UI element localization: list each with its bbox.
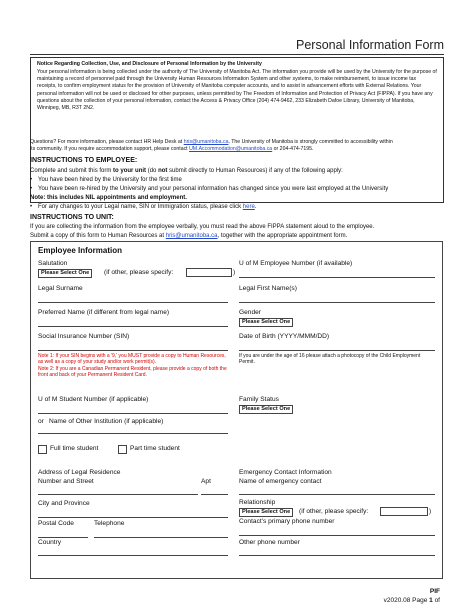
full-time-student-checkbox[interactable] bbox=[38, 445, 47, 454]
apt-label: Apt bbox=[201, 478, 211, 485]
form-code: PIF bbox=[429, 588, 440, 595]
page-number: 1 bbox=[429, 597, 433, 604]
telephone-input[interactable] bbox=[94, 537, 228, 538]
unit-instructions-line-1: If you are collecting the information from the employee verbally, you must read the above FIPPA statement aloud to the employee. bbox=[30, 224, 375, 230]
number-street-input[interactable] bbox=[38, 494, 198, 495]
employee-changes-line: • For any changes to your Legal name, SIN or Immigration status, please click here. bbox=[30, 204, 257, 210]
um-employee-number-input[interactable] bbox=[239, 277, 435, 278]
contact-line-2: its community. If you require accommodation support, please contact UM.Accommodation@umanitoba.ca or 204-474-7195. bbox=[30, 146, 314, 152]
notice-heading: Notice Regarding Collection, Use, and Disclosure of Personal Information by the University bbox=[37, 61, 262, 67]
family-status-label: Family Status bbox=[239, 396, 279, 403]
postal-code-label: Postal Code bbox=[38, 520, 74, 527]
page-title: Personal Information Form bbox=[296, 38, 444, 52]
preferred-name-label: Preferred Name (if different from legal name) bbox=[38, 309, 170, 316]
legal-first-names-input[interactable] bbox=[239, 302, 435, 303]
legal-first-names-label: Legal First Name(s) bbox=[239, 285, 297, 292]
dob-note: If you are under the age of 16 please attach a photocopy of the Child Employment Permit. bbox=[239, 353, 421, 366]
student-number-label: U of M Student Number (if applicable) bbox=[38, 396, 149, 403]
relationship-other-label: (if other, please specify: bbox=[299, 508, 369, 515]
full-time-student-label: Full time student bbox=[50, 445, 99, 452]
employee-information-form bbox=[30, 241, 443, 579]
notice-body: Your personal information is being collected under the authority of The University of Manitoba Act. The information you provide will be used by the University for the purpose of maintaining a record of personnel paid through the University Human Resources Information System and other systems, to make reimbursement, to issue income tax receipts, to confirm employment status for the provision of University of Manitoba computer accounts, and to assist in advancement efforts with External Relations. Your personal information will not be used or disclosed for other purposes, unless permitted by The Freedom of Information and Protection of Privacy Act (FIPPA). If you have any questions about the collection of your personal information, contact the Access & Privacy Office (204) 474-9462, 233 Elizabeth Dafoe Library, University of Manitoba, Winnipeg, MB, R3T 2N2. bbox=[37, 68, 437, 112]
student-number-input[interactable] bbox=[38, 413, 228, 414]
date-of-birth-label: Date of Birth (YYYY/MMM/DD) bbox=[239, 333, 330, 340]
employee-instructions-intro: Complete and submit this form to your unit (do not submit directly to Human Resources) if any of the following apply: bbox=[30, 168, 343, 174]
employee-note: Note: this includes NIL appointments and employment. bbox=[30, 195, 187, 201]
postal-code-input[interactable] bbox=[38, 537, 88, 538]
hr-helpdesk-email-link[interactable]: hris@umanitoba.ca bbox=[183, 139, 229, 145]
city-province-input[interactable] bbox=[38, 517, 228, 518]
salutation-label: Salutation bbox=[38, 260, 68, 267]
legal-surname-label: Legal Surname bbox=[38, 285, 83, 292]
part-time-student-checkbox[interactable] bbox=[118, 445, 127, 454]
primary-phone-input[interactable] bbox=[239, 535, 435, 536]
sin-input[interactable] bbox=[38, 350, 228, 351]
relationship-other-close: ) bbox=[429, 508, 432, 515]
salutation-select[interactable]: Please Select One bbox=[38, 269, 92, 278]
version-page-info: v2020.08 Page 1 of bbox=[383, 597, 440, 604]
primary-phone-label: Contact's primary phone number bbox=[239, 518, 335, 525]
date-of-birth-input[interactable] bbox=[239, 350, 435, 351]
emergency-contact-name-label: Name of emergency contact bbox=[239, 478, 322, 485]
gender-select[interactable]: Please Select One bbox=[239, 318, 293, 327]
hris-email-link[interactable]: hris@umanitoba.ca bbox=[165, 233, 218, 239]
city-province-label: City and Province bbox=[38, 500, 90, 507]
salutation-other-input[interactable] bbox=[186, 268, 232, 277]
section-title: Employee Information bbox=[38, 246, 123, 255]
preferred-name-input[interactable] bbox=[38, 326, 228, 327]
number-street-label: Number and Street bbox=[38, 478, 94, 485]
employee-instructions-heading: INSTRUCTIONS TO EMPLOYEE: bbox=[30, 157, 138, 164]
um-employee-number-label: U of M Employee Number (if available) bbox=[239, 260, 353, 267]
telephone-label: Telephone bbox=[94, 520, 125, 527]
or-label: or bbox=[38, 418, 44, 425]
bullet-icon: • bbox=[30, 177, 33, 183]
country-label: Country bbox=[38, 539, 62, 546]
title-rule bbox=[30, 54, 444, 55]
accommodation-email-link[interactable]: UM.Accommodation@umanitoba.ca bbox=[189, 146, 273, 152]
unit-instructions-heading: INSTRUCTIONS TO UNIT: bbox=[30, 214, 114, 221]
relationship-label: Relationship bbox=[239, 499, 276, 506]
salutation-other-label: (if other, please specify: bbox=[104, 269, 174, 276]
other-institution-label: Name of Other Institution (if applicable) bbox=[49, 418, 164, 425]
emergency-contact-heading: Emergency Contact Information bbox=[239, 469, 332, 476]
employee-bullet-1: • You have been hired by the University for the first time bbox=[30, 177, 182, 183]
legal-surname-input[interactable] bbox=[38, 302, 228, 303]
changes-here-link[interactable]: here bbox=[242, 204, 255, 210]
other-phone-input[interactable] bbox=[239, 555, 435, 556]
sin-label: Social Insurance Number (SIN) bbox=[38, 333, 130, 340]
address-heading: Address of Legal Residence bbox=[38, 469, 121, 476]
other-phone-label: Other phone number bbox=[239, 539, 300, 546]
bullet-icon: • bbox=[30, 204, 33, 210]
salutation-other-close: ) bbox=[233, 269, 236, 276]
unit-instructions-line-2: Submit a copy of this form to Human Resources at hris@umanitoba.ca, together with the appropriate appointment form. bbox=[30, 233, 348, 239]
sin-note-2: Note 2: If you are a Canadian Permanent Resident, please provide a copy of both the front and back of your Permanent Resident Card. bbox=[38, 366, 227, 379]
gender-label: Gender bbox=[239, 309, 261, 316]
apt-input[interactable] bbox=[201, 494, 228, 495]
emergency-contact-name-input[interactable] bbox=[239, 494, 435, 495]
country-input[interactable] bbox=[38, 555, 228, 556]
contact-info bbox=[30, 139, 444, 153]
part-time-student-label: Part time student bbox=[130, 445, 180, 452]
relationship-select[interactable]: Please Select One bbox=[239, 508, 293, 517]
employee-bullet-2: • You have been re-hired by the University and your personal information has changed since you were last employed at the University bbox=[30, 186, 389, 192]
relationship-other-input[interactable] bbox=[380, 507, 428, 516]
bullet-icon: • bbox=[30, 186, 33, 192]
other-institution-input[interactable] bbox=[38, 433, 228, 434]
sin-note-1: Note 1: If your SIN begins with a '9,' you MUST provide a copy to Human Resources, as well as a copy of your study and/or work permit(s). bbox=[38, 353, 226, 366]
family-status-select[interactable]: Please Select One bbox=[239, 405, 293, 414]
contact-line-1: Questions? For more information, please contact HR Help Desk at hris@umanitoba.ca. The University of Manitoba is strongly committed to accessibility within bbox=[30, 139, 393, 145]
